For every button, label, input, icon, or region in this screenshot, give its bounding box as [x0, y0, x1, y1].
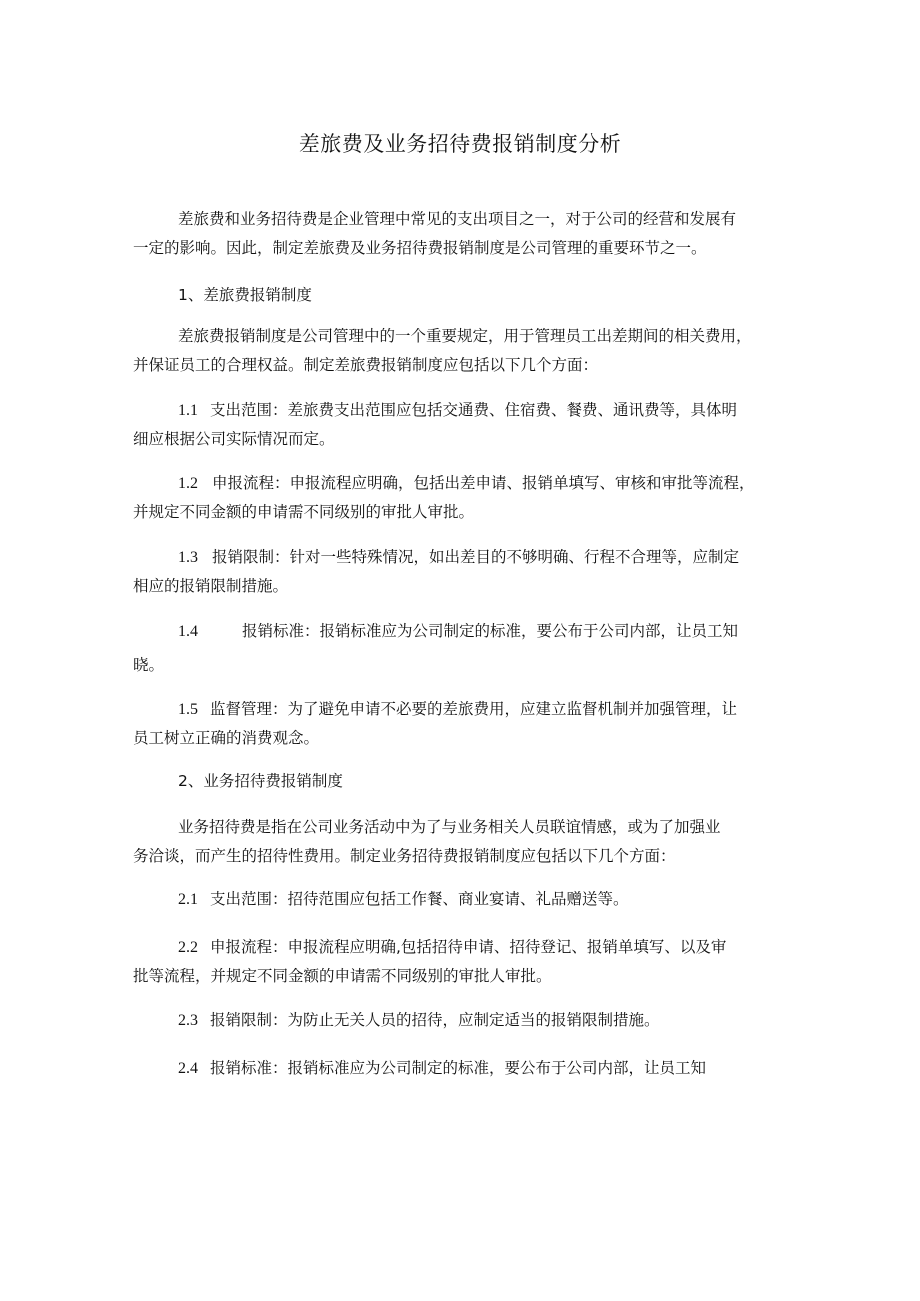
- section-1-description: [133, 322, 793, 380]
- item-text-line-2: 相应的报销限制措施。: [133, 577, 289, 595]
- section-2-description: [133, 813, 793, 871]
- list-item: [133, 1054, 793, 1083]
- item-number: 1.5: [178, 701, 198, 718]
- item-number: 1.1: [178, 402, 198, 419]
- item-text-line-1: 报销限制：针对一些特殊情况，如出差目的不够明确、行程不合理等，应制定: [212, 548, 740, 566]
- section-1-heading: [133, 281, 793, 310]
- item-text-line-2: 员工树立正确的消费观念。: [133, 729, 320, 747]
- list-item: [133, 695, 793, 753]
- item-text-line-1: 报销限制：为防止无关人员的招待，应制定适当的报销限制措施。: [210, 1011, 660, 1029]
- item-text-line-1: 申报流程：申报流程应明确,包括招待申请、招待登记、报销单填写、以及审: [210, 938, 727, 956]
- section-2-heading-text: 2、业务招待费报销制度: [178, 772, 343, 790]
- item-text-line-1: 报销标准：报销标准应为公司制定的标准，要公布于公司内部，让员工知: [210, 1059, 707, 1077]
- item-text-line-1: 支出范围：招待范围应包括工作餐、商业宴请、礼品赠送等。: [210, 890, 629, 908]
- list-item: [133, 396, 793, 454]
- list-item: [133, 617, 793, 680]
- intro-line-2: 一定的影响。因此，制定差旅费及业务招待费报销制度是公司管理的重要环节之一。: [133, 239, 707, 257]
- item-text-line-1: 申报流程：申报流程应明确，包括出差申请、报销单填写、审核和审批等流程，: [212, 474, 755, 492]
- item-number: 1.2: [178, 475, 198, 492]
- list-item: [133, 469, 793, 527]
- section-2-desc-line-2: 务洽谈，而产生的招待性费用。制定业务招待费报销制度应包括以下几个方面：: [133, 847, 676, 865]
- item-text-line-2: 晓。: [133, 656, 165, 674]
- section-2-desc-line-1: 业务招待费是指在公司业务活动中为了与业务相关人员联谊情感，或为了加强业: [178, 818, 721, 836]
- item-number: 1.3: [178, 549, 198, 566]
- item-number: 2.4: [178, 1060, 198, 1077]
- item-text-line-2: 并规定不同金额的申请需不同级别的审批人审批。: [133, 503, 475, 521]
- list-item: [133, 1006, 793, 1035]
- item-text-line-1: 支出范围：差旅费支出范围应包括交通费、住宿费、餐费、通讯费等，具体明: [210, 401, 738, 419]
- item-text-line-2: 细应根据公司实际情况而定。: [133, 430, 335, 448]
- intro-line-1: 差旅费和业务招待费是企业管理中常见的支出项目之一，对于公司的经营和发展有: [178, 210, 737, 228]
- item-text-line-2: 批等流程，并规定不同金额的申请需不同级别的审批人审批。: [133, 967, 552, 985]
- list-item: [133, 543, 793, 601]
- page-title: 差旅费及业务招待费报销制度分析: [298, 132, 622, 156]
- intro-paragraph: [133, 205, 793, 263]
- item-number: 1.4: [178, 623, 198, 640]
- section-1-desc-line-1: 差旅费报销制度是公司管理中的一个重要规定，用于管理员工出差期间的相关费用，: [178, 327, 752, 345]
- item-text-line-1: 报销标准：报销标准应为公司制定的标准，要公布于公司内部，让员工知: [242, 622, 739, 640]
- section-1-heading-text: 1、差旅费报销制度: [178, 286, 312, 304]
- section-2-heading: [133, 767, 793, 796]
- item-number: 2.1: [178, 891, 198, 908]
- item-number: 2.2: [178, 939, 198, 956]
- list-item: [133, 933, 793, 991]
- item-number: 2.3: [178, 1012, 198, 1029]
- section-1-desc-line-2: 并保证员工的合理权益。制定差旅费报销制度应包括以下几个方面：: [133, 356, 599, 374]
- item-text-line-1: 监督管理：为了避免申请不必要的差旅费用，应建立监督机制并加强管理，让: [210, 700, 738, 718]
- list-item: [133, 885, 793, 914]
